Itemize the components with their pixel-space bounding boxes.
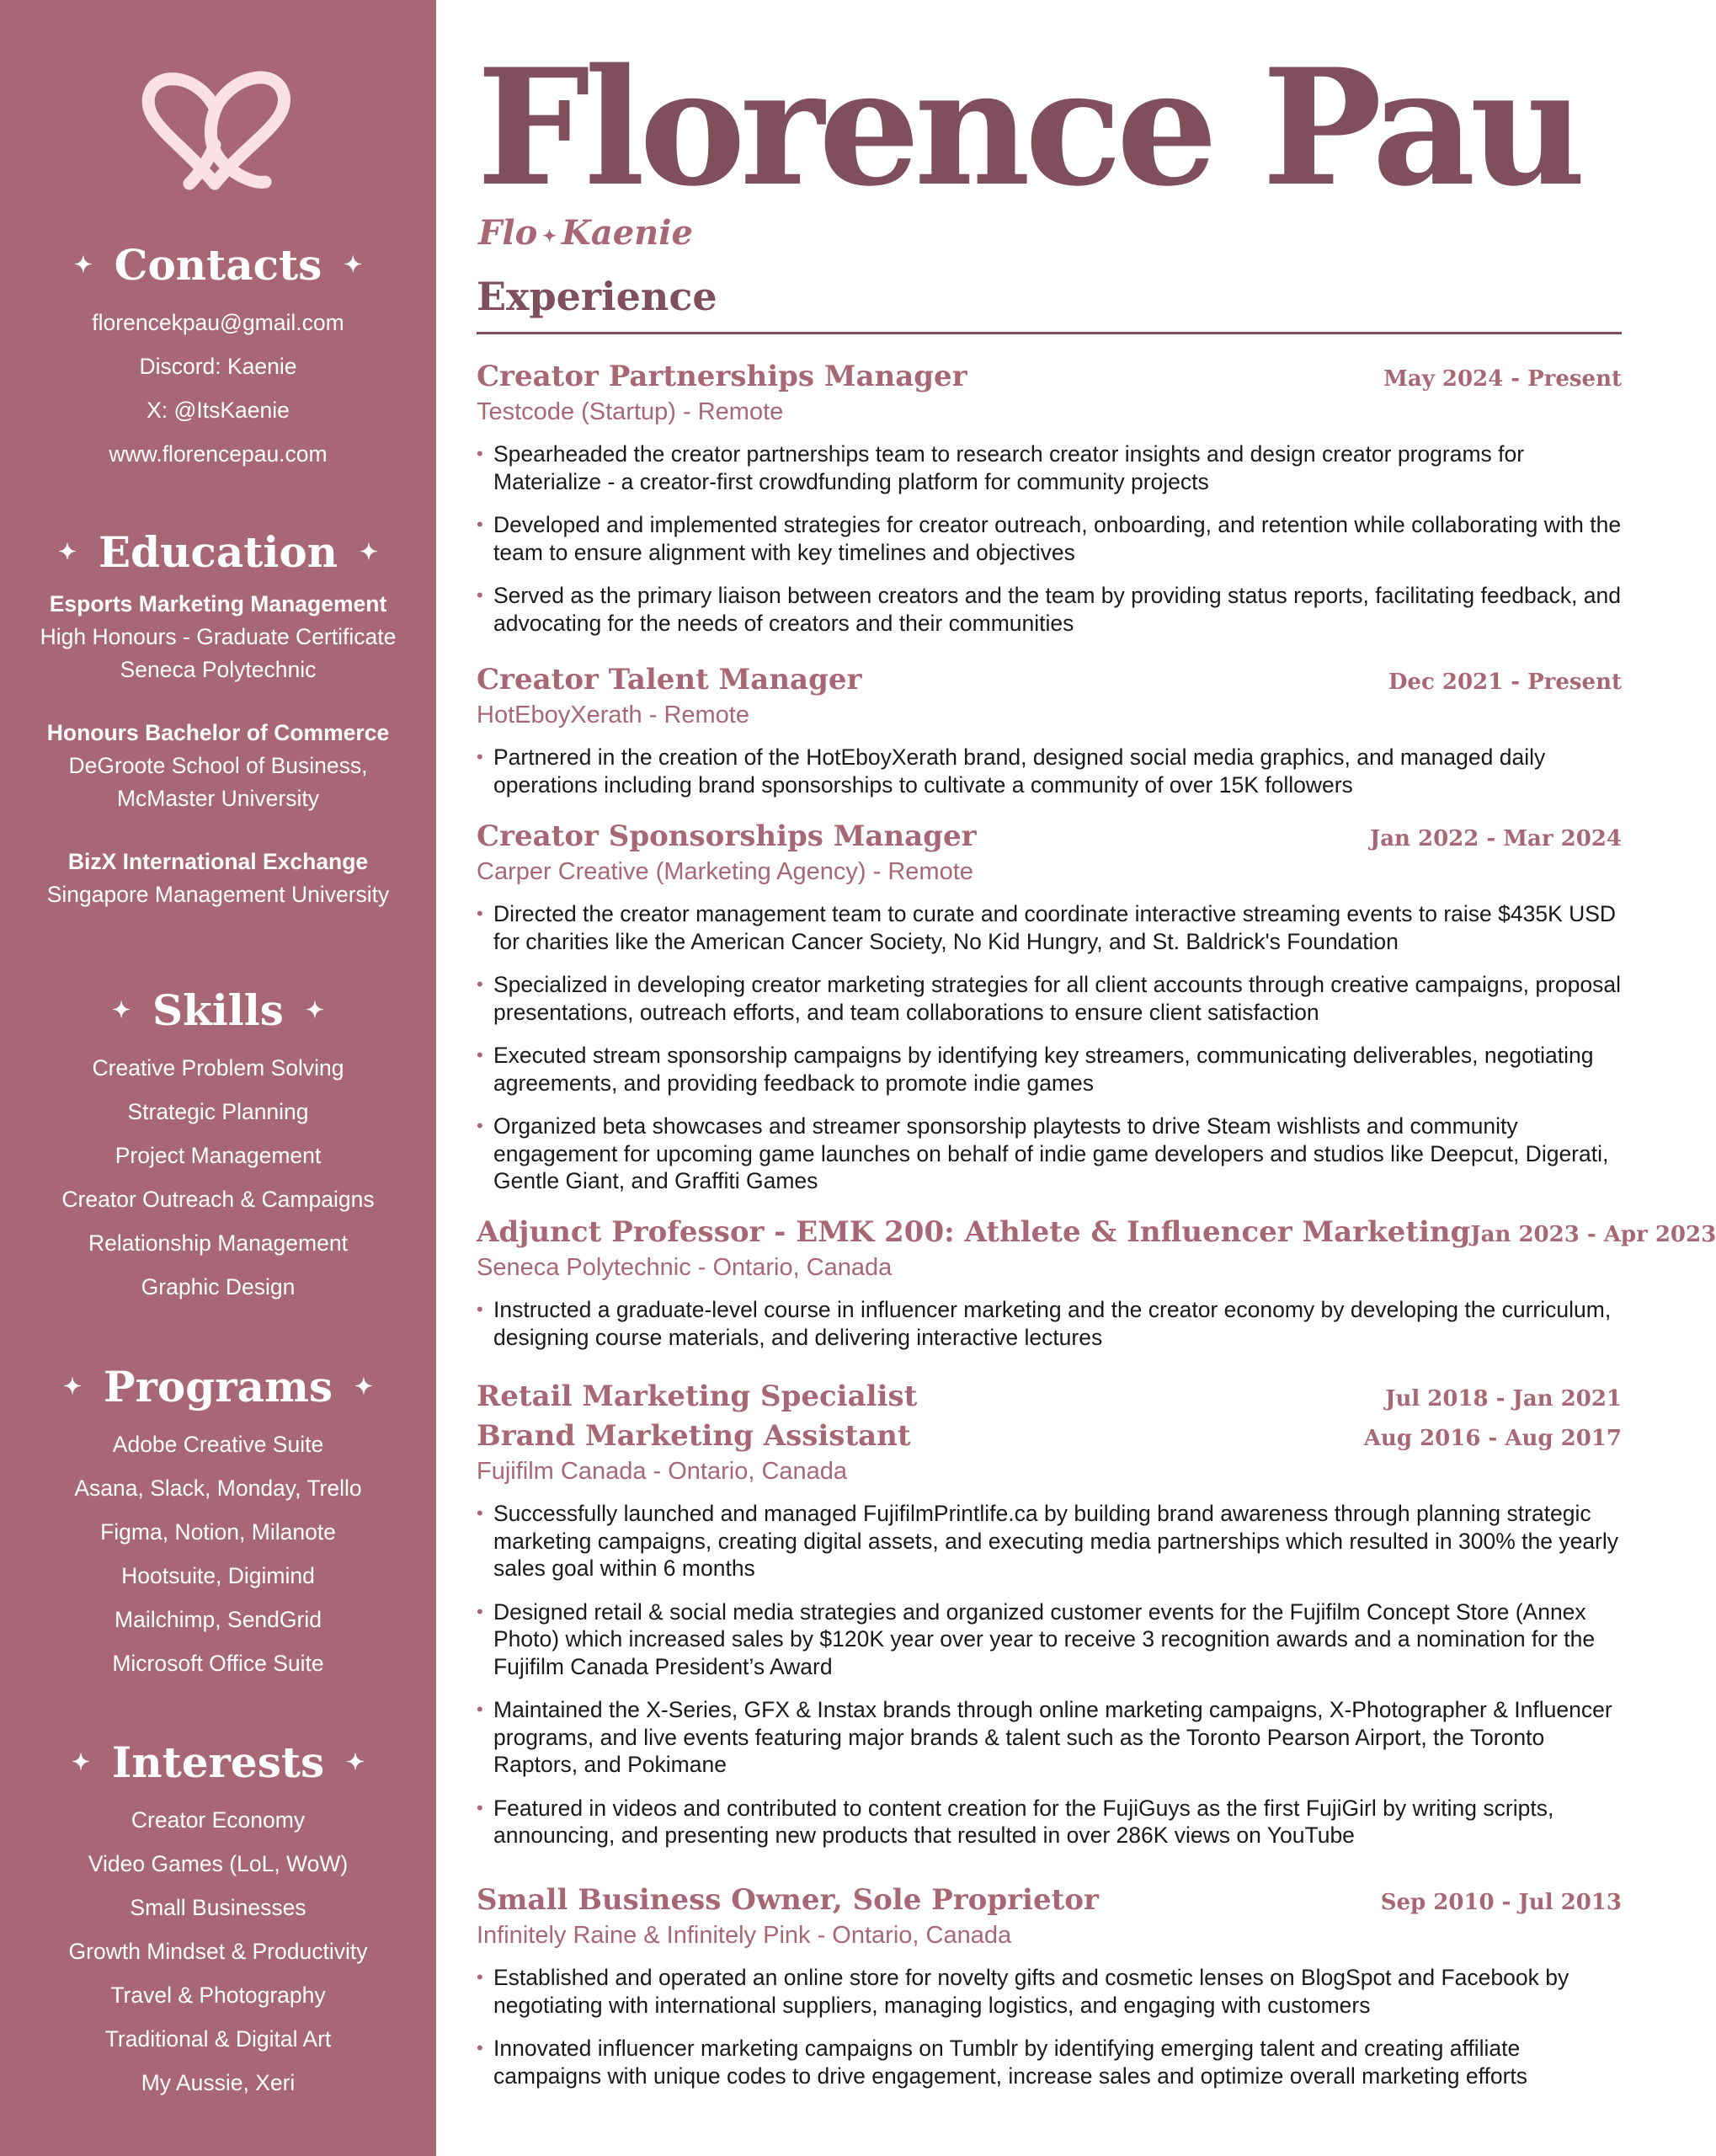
job-date: Jan 2023 - Apr 2023: [1470, 1222, 1716, 1247]
discord-handle: Discord: Kaenie: [139, 354, 297, 379]
list-item: • Executed stream sponsorship campaigns by identifying key streamers, communicating deliverables, negotiating agreements, and providing feedback to promote indie games: [477, 1042, 1622, 1097]
sparkle-icon: ✦: [542, 226, 557, 246]
job-bullets: [477, 900, 1622, 1195]
sparkle-icon: ✦: [72, 1750, 90, 1775]
education-detail: DeGroote School of Business,: [68, 753, 368, 778]
job-date: Jul 2018 - Jan 2021: [1385, 1386, 1622, 1412]
alias-first: Flo: [478, 213, 538, 253]
list-item: • Innovated influencer marketing campaigns on Tumblr by identifying emerging talent and creating affiliate campaigns with unique codes to drive engagement, increase sales and optimize overall marketing efforts: [477, 2035, 1622, 2089]
list-item: Growth Mindset & Productivity: [68, 1939, 368, 1964]
job-company: HotEboyXerath - Remote: [477, 702, 749, 728]
education-entry: [0, 588, 436, 686]
list-item: Traditional & Digital Art: [104, 2026, 332, 2052]
education-school: Singapore Management University: [46, 882, 390, 907]
programs-list: [0, 1422, 436, 1685]
job-bullets: [477, 1296, 1622, 1351]
list-item: • Designed retail & social media strategies and organized customer events for the Fujifilm Concept Store (Annex Photo) which increased sales by $120K year over year to receive 3 recognition awards and a nomination for the Fujifilm Canada President’s Award: [477, 1598, 1622, 1681]
alias-line: [478, 212, 693, 254]
education-school: Seneca Polytechnic: [120, 657, 317, 682]
job-title: Adjunct Professor - EMK 200: Athlete & Influencer Marketing: [477, 1215, 1471, 1249]
job-date: Sep 2010 - Jul 2013: [1380, 1890, 1622, 1915]
list-item: My Aussie, Xeri: [141, 2070, 296, 2095]
education-degree: BizX International Exchange: [67, 849, 369, 874]
list-item: • Instructed a graduate-level course in influencer marketing and the creator economy by developing the curriculum, designing course materials, and delivering interactive lectures: [477, 1296, 1622, 1351]
section-divider: [477, 332, 1622, 334]
education-entry: [0, 717, 436, 815]
job-entry: [477, 1881, 1622, 2105]
list-item: • Successfully launched and managed FujifilmPrintlife.ca by building brand awareness through planning strategic marketing campaigns, creating digital assets, and executing media partnerships which resulted in 300% the yearly sales goal within 6 months: [477, 1500, 1622, 1582]
skills-heading: ✦ Skills ✦: [112, 985, 324, 1035]
job-date: May 2024 - Present: [1383, 366, 1622, 392]
list-item: • Directed the creator management team to curate and coordinate interactive streaming events to raise $435K USD for charities like the American Cancer Society, No Kid Hungry, and St. Baldrick's Foundation: [477, 900, 1622, 955]
programs-heading: ✦ Programs ✦: [63, 1362, 373, 1412]
job-company: Fujifilm Canada - Ontario, Canada: [477, 1458, 848, 1485]
education-degree: Esports Marketing Management: [49, 591, 387, 616]
contacts-section: [0, 240, 436, 476]
list-item: Asana, Slack, Monday, Trello: [74, 1476, 362, 1501]
job-bullets: [477, 744, 1622, 798]
list-item: Video Games (LoL, WoW): [88, 1851, 349, 1876]
job-company: Infinitely Raine & Infinitely Pink - Ontario, Canada: [477, 1922, 1012, 1949]
contacts-heading: ✦ Contacts ✦: [73, 240, 363, 290]
job-bullets: [477, 1964, 1622, 2089]
alias-second: Kaenie: [562, 213, 693, 253]
list-item: Adobe Creative Suite: [112, 1432, 324, 1457]
list-item: • Spearheaded the creator partnerships team to research creator insights and design creator programs for Materialize - a creator-first crowdfunding platform for community projects: [477, 440, 1622, 495]
email-link[interactable]: florencekpau@gmail.com: [92, 310, 344, 335]
sparkle-icon: ✦: [58, 540, 77, 565]
job-entry: [477, 1213, 1716, 1367]
job-entry: [477, 660, 1622, 814]
job-entry: [477, 817, 1622, 1211]
sparkle-icon: ✦: [112, 998, 131, 1023]
list-item: • Established and operated an online store for novelty gifts and cosmetic lenses on BlogSpot and Facebook by negotiating with international suppliers, managing logistics, and engaging with customers: [477, 1964, 1622, 2019]
sparkle-icon: ✦: [346, 1750, 365, 1775]
skills-list: [0, 1046, 436, 1309]
sparkle-icon: ✦: [354, 1374, 373, 1400]
list-item: Creator Economy: [131, 1807, 306, 1833]
list-item: Strategic Planning: [127, 1099, 309, 1124]
list-item: Mailchimp, SendGrid: [115, 1607, 322, 1632]
sparkle-icon: ✦: [360, 540, 378, 565]
job-date: Dec 2021 - Present: [1388, 670, 1622, 695]
x-handle-link[interactable]: X: @ItsKaenie: [147, 398, 290, 423]
sparkle-icon: ✦: [63, 1374, 82, 1400]
skills-section: [0, 985, 436, 1309]
list-item: Graphic Design: [141, 1274, 296, 1299]
list-item: Hootsuite, Digimind: [121, 1563, 315, 1588]
job-date-secondary: Aug 2016 - Aug 2017: [1363, 1426, 1622, 1451]
list-item: Microsoft Office Suite: [112, 1651, 324, 1676]
list-item: • Specialized in developing creator marketing strategies for all client accounts through creative campaigns, proposal presentations, outreach efforts, and team collaborations to ensure client satisfaction: [477, 971, 1622, 1026]
list-item: Figma, Notion, Milanote: [100, 1519, 336, 1545]
sparkle-icon: ✦: [344, 253, 363, 278]
experience-heading: Experience: [477, 274, 717, 319]
job-entry: [477, 357, 1622, 653]
list-item: • Served as the primary liaison between creators and the team by providing status reports, facilitating feedback, and advocating for the needs of creators and their communities: [477, 582, 1622, 637]
programs-section: [0, 1362, 436, 1685]
job-bullets: [477, 1500, 1622, 1849]
job-title: Creator Talent Manager: [477, 663, 862, 696]
job-entry: [477, 1377, 1622, 1865]
list-item: • Organized beta showcases and streamer sponsorship playtests to drive Steam wishlists and community engagement for upcoming game launches on behalf of indie game developers and studios like Deepcut, Digerati, Gentle Giant, and Graffiti Games: [477, 1113, 1622, 1195]
list-item: Creative Problem Solving: [92, 1055, 344, 1081]
job-title: Creator Partnerships Manager: [477, 360, 967, 393]
sparkle-icon: ✦: [305, 998, 324, 1023]
education-heading: ✦ Education ✦: [58, 527, 378, 577]
page-title: Florence Pau: [477, 34, 1580, 221]
list-item: Small Businesses: [130, 1895, 306, 1920]
education-degree: Honours Bachelor of Commerce: [46, 720, 390, 745]
list-item: • Partnered in the creation of the HotEboyXerath brand, designed social media graphics, and managed daily operations including brand sponsorships to cultivate a community of over 15K followers: [477, 744, 1622, 798]
job-date: Jan 2022 - Mar 2024: [1369, 826, 1622, 851]
list-item: • Featured in videos and contributed to content creation for the FujiGuys as the first FujiGirl by writing scripts, announcing, and presenting new products that resulted in over 286K views on YouTube: [477, 1795, 1622, 1849]
job-company: Testcode (Startup) - Remote: [477, 398, 784, 425]
job-company: Seneca Polytechnic - Ontario, Canada: [477, 1254, 893, 1281]
heart-infinity-icon: [131, 57, 307, 200]
job-title-secondary: Brand Marketing Assistant: [477, 1419, 911, 1453]
list-item: Creator Outreach & Campaigns: [61, 1187, 375, 1212]
interests-section: [0, 1737, 436, 2105]
education-detail: High Honours - Graduate Certificate: [40, 624, 397, 649]
interests-heading: ✦ Interests ✦: [72, 1737, 365, 1787]
sparkle-icon: ✦: [73, 253, 93, 278]
job-title: Small Business Owner, Sole Proprietor: [477, 1883, 1099, 1917]
list-item: Travel & Photography: [110, 1983, 326, 2008]
contacts-list: [0, 301, 436, 476]
sidebar: [0, 0, 436, 2156]
job-company: Carper Creative (Marketing Agency) - Remote: [477, 858, 973, 885]
website-link[interactable]: www.florencepau.com: [109, 441, 328, 467]
job-bullets: [477, 440, 1622, 637]
list-item: Project Management: [115, 1143, 322, 1168]
education-school: McMaster University: [116, 786, 319, 811]
education-section: [0, 527, 436, 942]
list-item: • Maintained the X-Series, GFX & Instax brands through online marketing campaigns, X-Photographer & Influencer programs, and live events featuring major brands & talent such as the Toronto Pearson Airport, the Toronto Raptors, and Pokimane: [477, 1696, 1622, 1779]
list-item: Relationship Management: [88, 1230, 348, 1256]
list-item: • Developed and implemented strategies for creator outreach, onboarding, and retention while collaborating with the team to ensure alignment with key timelines and objectives: [477, 511, 1622, 566]
job-title: Creator Sponsorships Manager: [477, 819, 977, 853]
interests-list: [0, 1798, 436, 2105]
job-title: Retail Marketing Specialist: [477, 1380, 918, 1413]
education-entry: [0, 846, 436, 911]
